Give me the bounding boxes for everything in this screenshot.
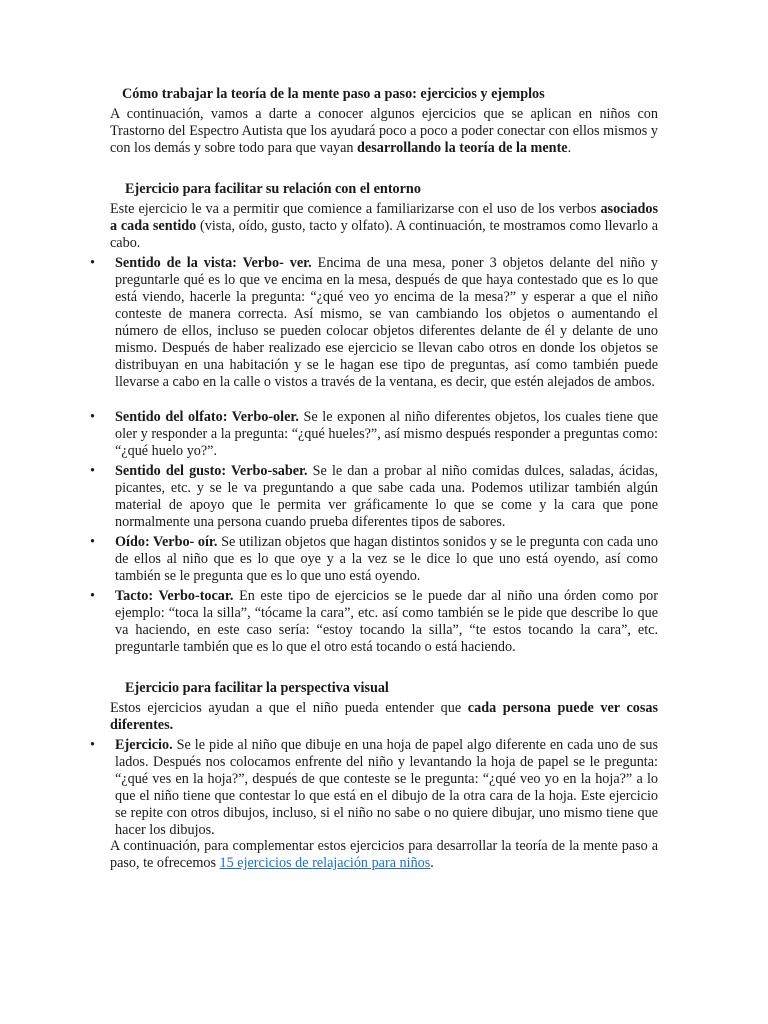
item-title: Sentido del olfato: Verbo-oler. <box>115 409 299 425</box>
item-text: Se utilizan objetos que hagan distintos sonidos y se le pregunta con cada uno de ellos al niño que es lo que oye y a la vez se le dice lo que uno está oyendo, así como también se le pregunta que es lo que uno está oyendo. <box>115 534 658 584</box>
section2-paragraph <box>110 700 658 734</box>
intro-text: A continuación, vamos a darte a conocer algunos ejercicios que se aplican en niños con Trastorno del Espectro Autista que los ayudará poco a poco a poder conectar con ellos mismos y con los demás y sobre todo para que vayan <box>110 106 658 156</box>
item-title: Sentido del gusto: Verbo-saber. <box>115 463 308 479</box>
list-item-oido <box>90 534 658 585</box>
section2-heading: Ejercicio para facilitar la perspectiva visual <box>125 680 389 696</box>
item-text: Se le dan a probar al niño comidas dulces, saladas, ácidas, picantes, etc. y se le va preguntando a que sabe cada una. Podemos utilizar también algún material de apoyo que le permita ver gráficamente lo que se come y la cara que pone normalmente una persona cuando prueba diferentes tipos de sabores. <box>115 463 658 530</box>
item-text: Se le pide al niño que dibuje en una hoja de papel algo diferente en cada uno de sus lados. Después nos colocamos enfrente del niño y levantando la hoja de papel se le pregunta: “¿qué ves en la hoja?”, después de que conteste se le pregunta: “¿qué veo yo en la hoja?” a lo que el niño tiene que contestar lo que está en el dibujo de la otra cara de la hoja. Este ejercicio se repite con otros dibujos, incluso, si el niño no sabe o no quiere dibujar, uno mismo tiene que hacer los dibujos. <box>115 737 658 838</box>
relaxation-exercises-link[interactable]: 15 ejercicios de relajación para niños <box>219 855 431 871</box>
section2-text: Estos ejercicios ayudan a que el niño pueda entender que <box>110 700 468 716</box>
section1-text-end: (vista, oído, gusto, tacto y olfato). A continuación, te mostramos como llevarlo a cabo. <box>110 218 658 251</box>
list-item-tacto <box>90 588 658 656</box>
intro-end: . <box>567 140 572 156</box>
section1-bold: asociados a cada sentido <box>110 201 658 234</box>
bullet: • <box>90 463 95 479</box>
list-item-ejercicio <box>90 737 658 839</box>
bullet: • <box>90 255 95 271</box>
section1-paragraph <box>110 201 658 252</box>
closing-paragraph <box>110 838 658 872</box>
item-title: Ejercicio. <box>115 737 173 753</box>
list-item-olfato <box>90 409 658 460</box>
bullet: • <box>90 409 95 425</box>
page-title: Cómo trabajar la teoría de la mente paso a paso: ejercicios y ejemplos <box>122 86 545 102</box>
item-text: Se le exponen al niño diferentes objetos, los cuales tiene que oler y responder a la pregunta: “¿qué hueles?”, así mismo después responder a preguntas como: “¿qué huelo yo?”. <box>115 409 658 459</box>
closing-end: . <box>430 855 434 871</box>
closing-text: A continuación, para complementar estos ejercicios para desarrollar la teoría de la mente paso a paso, te ofrecemos <box>110 838 658 871</box>
bullet: • <box>90 588 95 604</box>
item-title: Sentido de la vista: Verbo- ver. <box>115 255 312 271</box>
list-item-gusto <box>90 463 658 531</box>
item-text: Encima de una mesa, poner 3 objetos delante del niño y preguntarle qué es lo que ve encima en la mesa, después de que haya contestado que es lo que está viendo, hacerle la pregunta: “¿qué veo yo encima de la mesa?” y esperar a que el niño conteste de manera correcta. Así mismo, se van cambiando los objetos o aumentando el número de ellos, incluso se pueden colocar objetos diferentes delante de él y delante de uno mismo. Después de haber realizado ese ejercicio se llevan cabo otros en donde los objetos se distribuyan en una habitación y se le hagan ese tipo de preguntas, así como también puede llevarse a cabo en la calle o vistos a través de la ventana, es decir, que estén alejados de ambos. <box>115 255 658 390</box>
item-text: En este tipo de ejercicios se le puede dar al niño una órden como por ejemplo: “toca la silla”, “tócame la cara”, etc. así como también se le pide que describe lo que va haciendo, en este caso sería: “estoy tocando la silla”, “te estos tocando la cara”, etc. preguntarle también que es lo que el otro está tocando o está haciendo. <box>115 588 658 655</box>
section2-bold: cada persona puede ver cosas diferentes. <box>110 700 658 733</box>
intro-paragraph <box>110 106 658 157</box>
item-title: Oído: Verbo- oír. <box>115 534 218 550</box>
intro-bold: desarrollando la teoría de la mente <box>357 140 568 156</box>
item-title: Tacto: Verbo-tocar. <box>115 588 234 604</box>
bullet: • <box>90 534 95 550</box>
section1-heading: Ejercicio para facilitar su relación con el entorno <box>125 181 421 197</box>
bullet: • <box>90 737 95 753</box>
section1-text: Este ejercicio le va a permitir que comience a familiarizarse con el uso de los verbos <box>110 201 601 217</box>
list-item-vista <box>90 255 658 391</box>
